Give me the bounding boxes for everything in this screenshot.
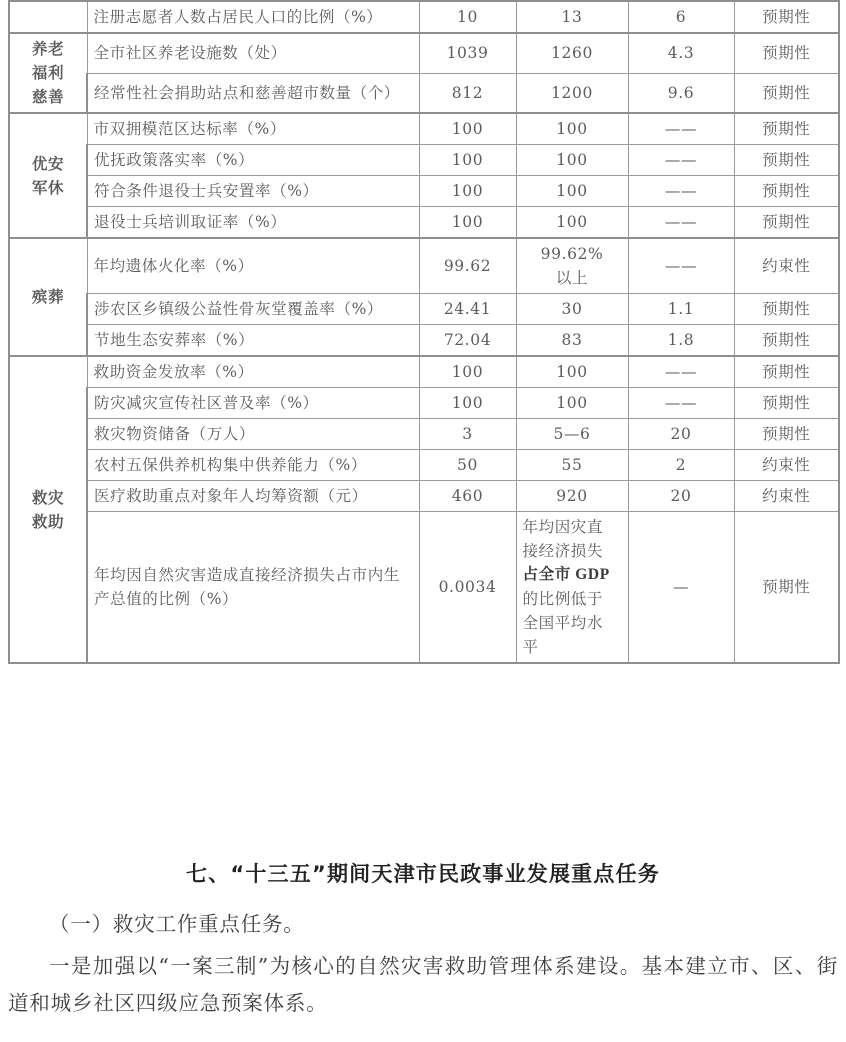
attribute: 预期性 [734, 294, 839, 325]
attribute: 预期性 [734, 73, 839, 113]
value-2015: 0.0034 [419, 512, 516, 664]
table-row [9, 176, 839, 207]
category-cell-empty [9, 1, 87, 33]
value-2020: 100 [516, 388, 628, 419]
document-body-text [8, 848, 838, 1027]
table-row [9, 238, 839, 294]
value-2020: 100 [516, 176, 628, 207]
value-2015: 100 [419, 356, 516, 388]
table-row [9, 294, 839, 325]
indicator-name: 节地生态安葬率（%） [87, 325, 419, 357]
category-cell-veterans [9, 113, 87, 238]
growth-rate: 20 [628, 419, 734, 450]
growth-rate: 6 [628, 1, 734, 33]
growth-rate: —— [628, 356, 734, 388]
category-line: 殡葬 [31, 287, 65, 307]
growth-rate: —— [628, 207, 734, 239]
value-2015: 100 [419, 207, 516, 239]
growth-rate: —— [628, 113, 734, 145]
value-2015: 99.62 [419, 238, 516, 294]
value-2015: 1039 [419, 33, 516, 73]
value-2020-line: 全国平均水 [522, 614, 604, 633]
value-2020-line: 平 [522, 638, 539, 657]
indicator-name: 符合条件退役士兵安置率（%） [87, 176, 419, 207]
growth-rate: 1.8 [628, 325, 734, 357]
attribute: 预期性 [734, 145, 839, 176]
value-2015: 100 [419, 176, 516, 207]
value-2020-line: 99.62% [540, 245, 604, 264]
attribute: 预期性 [734, 113, 839, 145]
indicator-name: 市双拥模范区达标率（%） [87, 113, 419, 145]
value-2020: 13 [516, 1, 628, 33]
growth-rate: —— [628, 145, 734, 176]
growth-rate: 2 [628, 450, 734, 481]
growth-rate: —— [628, 176, 734, 207]
category-line: 优安 [31, 153, 65, 173]
table-row [9, 419, 839, 450]
growth-rate: 9.6 [628, 73, 734, 113]
attribute: 预期性 [734, 33, 839, 73]
category-line: 慈善 [31, 87, 65, 107]
category-cell-pension-welfare [9, 33, 87, 113]
growth-rate: —— [628, 388, 734, 419]
value-2020: 55 [516, 450, 628, 481]
value-2015: 24.41 [419, 294, 516, 325]
table-row [9, 33, 839, 73]
body-paragraph: 一是加强以“一案三制”为核心的自然灾害救助管理体系建设。基本建立市、区、街道和城乡社区四级应急预案体系。 [8, 954, 838, 1015]
value-2020: 100 [516, 356, 628, 388]
attribute: 约束性 [734, 450, 839, 481]
value-2015: 100 [419, 113, 516, 145]
category-line: 养老 [31, 39, 65, 59]
indicator-name: 经常性社会捐助站点和慈善超市数量（个） [87, 73, 419, 113]
growth-rate: — [628, 512, 734, 664]
value-2020 [516, 238, 628, 294]
indicator-name: 医疗救助重点对象年人均筹资额（元） [87, 481, 419, 512]
value-2020: 100 [516, 145, 628, 176]
category-line: 军休 [31, 177, 65, 197]
table-row [9, 1, 839, 33]
attribute: 约束性 [734, 481, 839, 512]
table-row [9, 145, 839, 176]
indicators-table [8, 0, 840, 664]
value-2015: 72.04 [419, 325, 516, 357]
value-2015: 3 [419, 419, 516, 450]
attribute: 预期性 [734, 512, 839, 664]
value-2020: 83 [516, 325, 628, 357]
attribute: 预期性 [734, 207, 839, 239]
growth-rate: 1.1 [628, 294, 734, 325]
value-2015: 100 [419, 145, 516, 176]
table-row [9, 207, 839, 239]
indicator-name: 优抚政策落实率（%） [87, 145, 419, 176]
attribute: 预期性 [734, 356, 839, 388]
indicator-name: 涉农区乡镇级公益性骨灰堂覆盖率（%） [87, 294, 419, 325]
attribute: 预期性 [734, 1, 839, 33]
subsection-heading: （一）救灾工作重点任务。 [49, 912, 305, 936]
growth-rate: 20 [628, 481, 734, 512]
table-row [9, 450, 839, 481]
indicator-name: 救灾物资储备（万人） [87, 419, 419, 450]
value-2020: 920 [516, 481, 628, 512]
value-2020: 30 [516, 294, 628, 325]
value-2015: 10 [419, 1, 516, 33]
indicator-name: 防灾减灾宣传社区普及率（%） [87, 388, 419, 419]
value-2015: 460 [419, 481, 516, 512]
attribute: 预期性 [734, 176, 839, 207]
indicators-table-body [9, 1, 839, 663]
table-row [9, 325, 839, 357]
growth-rate: 4.3 [628, 33, 734, 73]
value-2020 [516, 512, 628, 664]
category-line: 救助 [31, 511, 65, 531]
value-2020: 100 [516, 113, 628, 145]
category-line: 救灾 [31, 487, 65, 507]
table-row [9, 113, 839, 145]
attribute: 预期性 [734, 388, 839, 419]
value-2020: 5—6 [516, 419, 628, 450]
value-2015: 812 [419, 73, 516, 113]
value-2020: 1260 [516, 33, 628, 73]
category-cell-funeral [9, 238, 87, 356]
value-2015: 100 [419, 388, 516, 419]
table-row [9, 388, 839, 419]
attribute: 预期性 [734, 325, 839, 357]
table-row [9, 512, 839, 664]
table-row [9, 481, 839, 512]
value-2020-line: 接经济损失 [522, 542, 604, 561]
attribute: 预期性 [734, 419, 839, 450]
table-row [9, 73, 839, 113]
value-2020-line: 年均因灾直 [522, 518, 604, 537]
value-2020: 1200 [516, 73, 628, 113]
value-2020-line: 占全市 GDP [522, 566, 610, 584]
indicator-name: 注册志愿者人数占居民人口的比例（%） [87, 1, 419, 33]
attribute: 约束性 [734, 238, 839, 294]
category-cell-disaster-relief [9, 356, 87, 663]
value-2015: 50 [419, 450, 516, 481]
growth-rate: —— [628, 238, 734, 294]
indicator-name: 年均遗体火化率（%） [87, 238, 419, 294]
category-line: 福利 [31, 63, 65, 83]
value-2020: 100 [516, 207, 628, 239]
indicator-name: 年均因自然灾害造成直接经济损失占市内生产总值的比例（%） [87, 512, 419, 664]
section-heading: 七、“十三五”期间天津市民政事业发展重点任务 [185, 862, 660, 886]
indicator-name: 农村五保供养机构集中供养能力（%） [87, 450, 419, 481]
table-row [9, 356, 839, 388]
indicator-name: 救助资金发放率（%） [87, 356, 419, 388]
indicator-name: 退役士兵培训取证率（%） [87, 207, 419, 239]
value-2020-line: 以上 [555, 269, 589, 288]
indicator-name: 全市社区养老设施数（处） [87, 33, 419, 73]
indicators-table-container [8, 0, 838, 664]
value-2020-line: 的比例低于 [522, 590, 604, 609]
